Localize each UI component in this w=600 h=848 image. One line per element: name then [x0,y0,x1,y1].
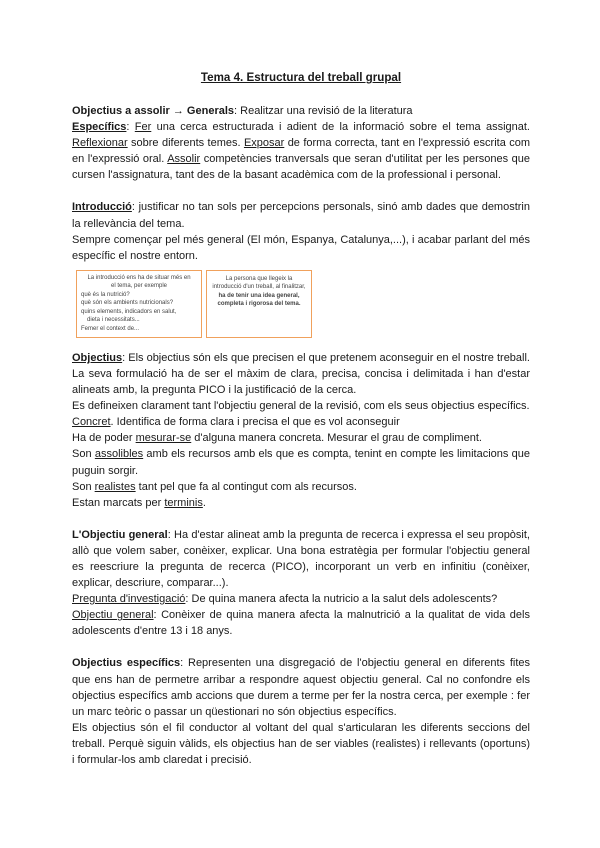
objectius-especifics-text-1: : Representen una disgregació de l'objectiu general en diferents fites que ens han de permetre arribar a respondre aquest objectiu general. Cal no confondre els objectius específics amb accions que durem a terme per fer la nostra cerca, per exemple : fer un marc teòric o passar un qüestionari no són objectius específics. [72,657,530,718]
document-page [72,70,530,768]
mesurar-line [72,430,530,446]
note-line-5: quins elements, indicadors en salut, [81,308,177,315]
terminis-pre: Estan marcats per [72,496,165,509]
realistes-pre: Son [72,480,95,493]
mesurar-text: d'alguna manera concreta. Mesurar el grau de compliment. [191,432,482,445]
pregunta-label: Pregunta d'investigació [72,593,186,606]
terminis-label: terminis [164,496,203,509]
tip-text-1: La persona que llegeix la introducció d'un treball, al finalitzar, [212,275,306,291]
og-label: Objectiu general [72,609,154,622]
objectiu-general-label: L'Objectiu general [72,528,168,541]
og-text: : Conèixer de quina manera afecta la malnutrició a la qualitat de vida dels adolescents d'entre 13 i 18 anys. [72,609,530,638]
note-line-1: La introducció ens ha de situar més en [87,274,191,281]
note-line-7: Femer el context de... [81,325,140,332]
note-line-4: què són els ambients nutricionals? [81,300,174,307]
objectius-assolir-text: : Realitzar una revisió de la literatura [234,105,413,117]
note-line-6: dieta i necessitats... [87,317,140,324]
objectiu-general-text: : Ha d'estar alineat amb la pregunta de recerca i expressa el seu propòsit, allò que volem saber, conèixer, explicar. Una bona estratègia per formular l'objectiu general es reescriure la pregunta de recerca (PICO), incorporant un verb en infinitiu (conèixer, explicar, descriure, comparar...). [72,528,530,590]
especifics-text-1: una cerca estructurada i adient de la informació sobre el tema assignat. [151,121,530,134]
introduccio-paragraph [72,199,530,231]
assolibles-label: assolibles [94,448,144,461]
pregunta-text: : De quina manera afecta la nutricio a la salut dels adolescents? [185,593,498,606]
og-line [72,607,530,639]
objectius-label: Objectius [72,351,123,364]
note-line-3: què és la nutrició? [81,291,130,298]
objectius-assolir-paragraph [72,103,530,119]
objectiu-general-paragraph [72,527,530,591]
mesurar-label: mesurar-se [135,432,192,445]
assolibles-line [72,446,530,478]
concret-label: Concret [72,416,111,429]
especifics-text-4: competències tranversals que seran d'utilitat per les persones que cursen l'assignatura, tant des de la basant acadèmica com de la professional i personal. [72,153,530,182]
especifics-exposar: Exposar [243,137,285,150]
objectius-paragraph-2: Es defineixen clarament tant l'objectiu general de la revisió, com els seus objectius específics. [72,400,530,413]
realistes-label: realistes [94,480,136,493]
especifics-fer: Fer [134,121,152,134]
realistes-line [72,479,530,495]
introduccio-label: Introducció [72,201,132,214]
objectius-paragraph [72,350,530,398]
assolibles-text: amb els recursos amb els que es compta, tenint en compte les limitacions que puguin sorgir. [72,448,530,477]
objectius-especifics-paragraph-2: Els objectius són el fil conductor al voltant del qual s'articularan les diferents seccions del treball. Perquè siguin vàlids, els objectius han de ser viables (realistes) i rellevants (oportuns) i formular-los amb claredat i precisió. [72,721,530,766]
concret-line [72,414,530,430]
especifics-assolir: Assolir [167,153,201,166]
assolibles-pre: Son [72,448,95,461]
note-line-2: el tema, per exemple [110,283,168,290]
realistes-text: tant pel que fa al contingut com als recursos. [135,480,357,493]
concret-text: . Identifica de forma clara i precisa el que es vol aconseguir [110,416,400,429]
objectius-especifics-label: Objectius específics [72,657,181,670]
terminis-text: . [202,496,206,509]
especifics-text-2: sobre diferents temes. [127,137,244,150]
especifics-paragraph: Específics: Fer una cerca estructurada i adient de la informació sobre el tema assignat. Reflexionar sobre diferents temes. Exposar de forma correcta, tant en l'expressió escrita com en l'expressió oral. Assolir competències tranversals que seran d'utilitat per les persones que cursen l'assignatura, tant des de la basant acadèmica com de la professional i personal. [72,121,530,182]
introduccio-text-1: : justificar no tan sols per percepcions personals, sinó amb dades que demostrin la rellevància del tema. [72,201,530,230]
tip-text-2: ha de tenir una idea general, completa i rigorosa del tema. [217,292,301,308]
introduction-note-image [76,270,202,338]
introduction-tip-image [206,270,312,338]
embedded-images [72,270,530,346]
especifics-text-3: de forma correcta, tant en l'expressió escrita com en l'expressió oral. [72,137,530,166]
objectius-text-1: : Els objectius són els que precisen el que pretenem aconseguir en el nostre treball. La seva formulació ha de ser el màxim de clara, precisa, concisa i delimitada i han d'estar alineats amb, la pregunta PICO i la justificació de la cerca. [72,351,530,397]
terminis-line [72,495,530,511]
especifics-reflexionar: Reflexionar [72,137,128,150]
objectius-especifics-paragraph [72,655,530,719]
introduccio-paragraph-2: Sempre començar pel més general (El món, Espanya, Catalunya,...), i acabar parlant del més específic el nostre entorn. [72,233,530,262]
objectius-assolir-heading: Objectius a assolir → Generals [72,105,235,117]
page-title: Tema 4. Estructura del treball grupal [200,71,402,84]
mesurar-pre: Ha de poder [72,432,136,445]
pregunta-line [72,591,530,607]
especifics-label: Específics [72,121,127,134]
